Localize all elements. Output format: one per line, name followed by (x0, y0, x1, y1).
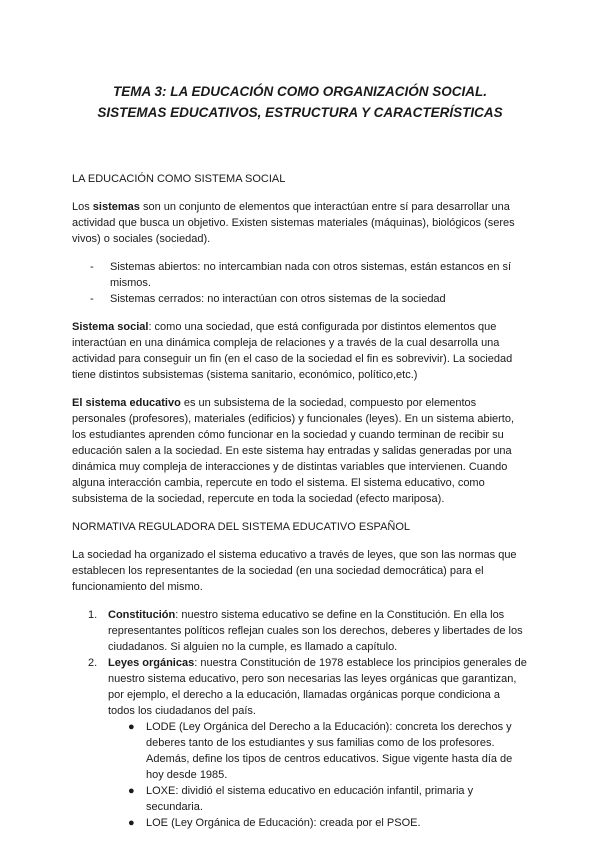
document-title (72, 0, 528, 123)
dash-marker: - (90, 293, 94, 305)
list-item-text: LOE (Ley Orgánica de Educación): creada por el PSOE. (146, 817, 421, 829)
bold-term-sistema-social: Sistema social (72, 321, 149, 333)
list-item-text: : nuestro sistema educativo se define en la Constitución. En ella los representantes políticos reflejan cuales son los derechos, deberes y libertades de los ciudadanos. Si alguien no la cumple, es llamado a capítulo. (108, 609, 523, 653)
list-item (88, 607, 528, 655)
paragraph-normativa: La sociedad ha organizado el sistema educativo a través de leyes, que son las normas que establecen los representantes de la sociedad (en una sociedad democrática) para el funcionamiento del mismo. (72, 549, 517, 593)
bullet-icon: ● (128, 721, 135, 733)
list-item-text: Sistemas abiertos: no intercambian nada con otros sistemas, están estancos en sí mismos. (110, 261, 512, 289)
list-item (88, 655, 528, 831)
text-span: son un conjunto de elementos que interactúan entre sí para desarrollar una actividad que busca un objetivo. Existen sistemas materiales (máquinas), biológicos (seres vivos) o sociales (sociedad). (72, 201, 515, 245)
section-heading-sistema-social: LA EDUCACIÓN COMO SISTEMA SOCIAL (72, 173, 286, 185)
list-item (128, 783, 528, 815)
dash-marker: - (90, 261, 94, 273)
numbered-list (72, 607, 528, 831)
bold-term-leyes-organicas: Leyes orgánicas (108, 657, 195, 669)
paragraph-sistema-educativo (72, 395, 528, 507)
list-number: 1. (88, 609, 98, 621)
list-item-text: LOXE: dividió el sistema educativo en educación infantil, primaria y secundaria. (146, 785, 474, 813)
list-item (90, 259, 528, 291)
section-heading-normativa: NORMATIVA REGULADORA DEL SISTEMA EDUCATIVO ESPAÑOL (72, 521, 411, 533)
list-item (90, 291, 528, 307)
text-span: Los (72, 201, 93, 213)
list-item (128, 815, 528, 831)
bold-term-sistema-educativo: El sistema educativo (72, 397, 181, 409)
list-item-text: : nuestra Constitución de 1978 establece los principios generales de nuestro sistema educativo, pero son necesarias las leyes orgánicas que garantizan, por ejemplo, el derecho a la educación, llamadas orgánicas porque condiciona a todos los ciudadanos del país. (108, 657, 527, 717)
title-line-1: TEMA 3: LA EDUCACIÓN COMO ORGANIZACIÓN SOCIAL. (113, 84, 487, 99)
dash-list (72, 259, 528, 307)
text-span: es un subsistema de la sociedad, compuesto por elementos personales (profesores), materiales (edificios) y funcionales (leyes). En un sistema abierto, los estudiantes aprenden cómo funcionar en la sociedad y cuando terminan de recibir su educación salen a la sociedad. En este sistema hay entradas y salidas generadas por una dinámica muy compleja de interacciones y de distintas variables que intervienen. Cuando alguna interacción cambia, repercute en todo el sistema. El sistema educativo, como subsistema de la sociedad, repercute en toda la sociedad (efecto mariposa). (72, 397, 515, 505)
list-item-text: LODE (Ley Orgánica del Derecho a la Educación): concreta los derechos y deberes tanto de los estudiantes y sus familias como de los profesores. Además, define los tipos de centros educativos. Sigue vigente hasta día de hoy desde 1985. (146, 721, 513, 781)
paragraph-sistemas (72, 199, 528, 247)
list-item (128, 719, 528, 783)
bullet-list (108, 719, 528, 831)
list-item-text: Sistemas cerrados: no interactúan con otros sistemas de la sociedad (110, 293, 446, 305)
text-span: : como una sociedad, que está configurada por distintos elementos que interactúan en una dinámica compleja de relaciones y a través de la cual desarrolla una actividad para conseguir un fin (en el caso de la sociedad el fin es sobrevivir). La sociedad tiene distintos subsistemas (sistema sanitario, económico, político,etc.) (72, 321, 513, 381)
bold-term-constitucion: Constitución (108, 609, 176, 621)
title-line-2: SISTEMAS EDUCATIVOS, ESTRUCTURA Y CARACTERÍSTICAS (97, 105, 503, 120)
bullet-icon: ● (128, 817, 135, 829)
bullet-icon: ● (128, 785, 135, 797)
bold-term-sistemas: sistemas (92, 201, 140, 213)
paragraph-sistema-social (72, 319, 528, 383)
list-number: 2. (88, 657, 98, 669)
